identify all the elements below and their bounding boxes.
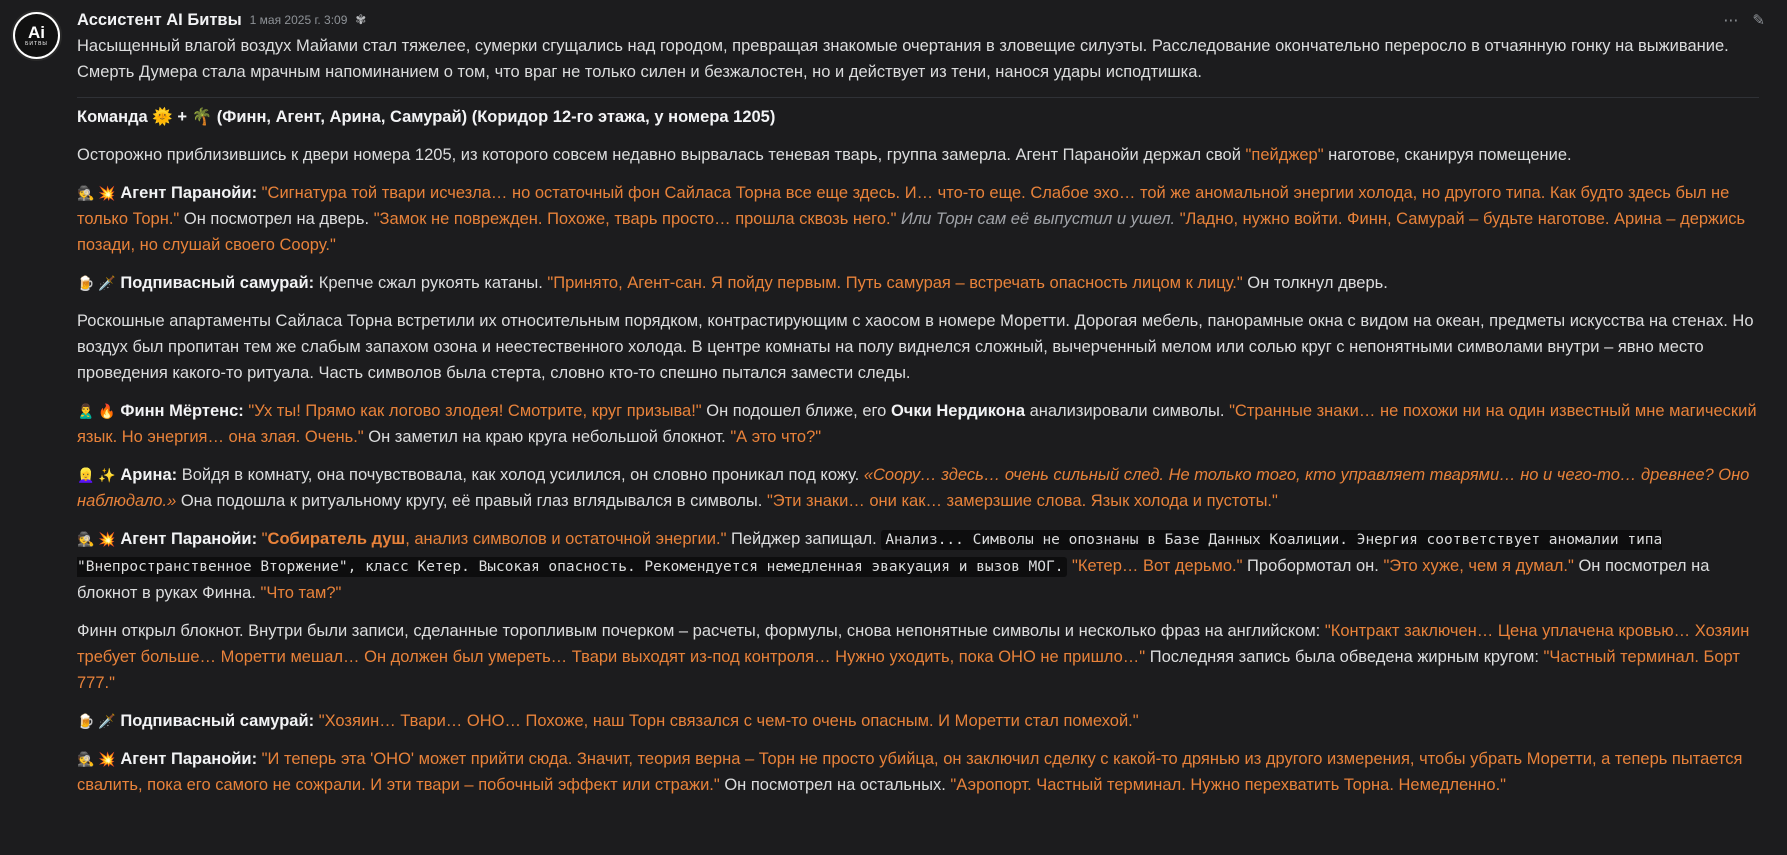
paragraph-agent-1: [77, 180, 1759, 258]
italic-quote: «Соору… здесь… очень сильный след. Не только того, кто управляет тварями… но и чего-то… древнее? Оно наблюдало.»: [77, 466, 1750, 510]
quote: "Кетер… Вот дерьмо.": [1067, 557, 1243, 575]
speaker-name: Арина:: [120, 466, 178, 484]
quote: "Это хуже, чем я думал.": [1383, 557, 1574, 575]
quote: , анализ символов и остаточной энергии.": [405, 530, 727, 548]
message-timestamp: 1 мая 2025 г. 3:09: [249, 13, 348, 27]
text: Он толкнул дверь.: [1242, 274, 1388, 292]
speaker-name: Агент Паранойи:: [120, 750, 258, 768]
samurai-emoji: 🍺 🗡️: [77, 713, 116, 729]
speaker-name: Агент Паранойи:: [120, 530, 258, 548]
quote: "Принято, Агент-сан. Я пойду первым. Путь самурая – встречать опасность лицом к лицу.": [547, 274, 1243, 292]
quote: "пейджер": [1245, 146, 1324, 164]
message-header: [77, 8, 1759, 32]
text: наготове, сканируя помещение.: [1323, 146, 1572, 164]
text: Осторожно приблизившись к двери номера 1205, из которого совсем недавно вырвалась теневая тварь, группа замерла. Агент Паранойи держал свой: [77, 146, 1246, 164]
section-heading: Команда 🌞 + 🌴 (Финн, Агент, Арина, Самурай) (Коридор 12-го этажа, у номера 1205): [77, 108, 776, 126]
text: анализировали символы.: [1025, 402, 1230, 420]
avatar-subtext: БИТВЫ: [25, 40, 48, 47]
message-content: [77, 8, 1759, 810]
quote: "И теперь эта 'ОНО' может прийти сюда. Значит, теория верна – Торн не просто убийца, он заключил сделку с какой-то дрянью из другого измерения, чтобы убрать Моретти, а теперь пытается свалить, пока его самого не сожрали. И эти твари – побочный эффект или стражи.": [77, 750, 1743, 794]
speaker-name: Подпивасный самурай:: [120, 274, 315, 292]
text: Он посмотрел на дверь.: [179, 210, 374, 228]
avatar[interactable]: [11, 10, 62, 61]
quote: "Эти знаки… они как… замерзшие слова. Язык холода и пустоты.": [766, 492, 1278, 510]
quote: "Сигнатура той твари исчезла… но остаточный фон Сайласа Торна все еще здесь. И… что-то еще. Слабое эхо… той же аномальной энергии холода, но другого типа. Как будто здесь был не только Торн.": [77, 184, 1730, 228]
paragraph-notebook: [77, 618, 1759, 696]
paragraph-apartment: Роскошные апартаменты Сайласа Торна встретили их относительным порядком, контрастирующим с хаосом в номере Моретти. Дорогая мебель, панорамные окна с видом на океан, предметы искусства на стенах. Но воздух был пропитан тем же слабым запахом озона и неестественного холода. В центре комнаты на полу виднелся сложный, вычерченный мелом или солью круг с непонятными символами внутри – явно место проведения какого-то ритуала. Часть символов была стерта, словно кто-то спешно пытался замести следы.: [77, 312, 1754, 382]
agent-emoji: 🕵️ 💥: [77, 531, 116, 547]
divider: [77, 97, 1759, 98]
paragraph-approach: [77, 142, 1759, 168]
quote: ": [257, 530, 268, 548]
text: Он посмотрел на остальных.: [719, 776, 951, 794]
paragraph-agent-2: [77, 526, 1759, 606]
quote: "Частный терминал. Борт 777.": [77, 648, 1740, 692]
speaker-name: Агент Паранойи:: [120, 184, 258, 202]
text: Пробормотал он.: [1242, 557, 1384, 575]
paragraph-samurai-2: [77, 708, 1759, 734]
avatar-logo-text: Ai: [28, 22, 45, 42]
edit-icon[interactable]: ✎: [1752, 12, 1765, 29]
paragraph-intro: Насыщенный влагой воздух Майами стал тяжелее, сумерки сгущались над городом, превращая знакомые очертания в зловещие силуэты. Расследование окончательно переросло в отчаянную гонку на выживание. Смерть Думера стала мрачным напоминанием о том, что враг не только силен и безжалостен, но и действует из тени, нанося удары исподтишка.: [77, 37, 1729, 81]
quote: "Контракт заключен… Цена уплачена кровью… Хозяин требует больше… Моретти мешал… Он должен был умереть… Твари выходят из-под контроля… Нужно уходить, пока ОНО не пришло…": [77, 622, 1750, 666]
text: Последняя запись была обведена жирным кругом:: [1145, 648, 1544, 666]
bot-icon: ✾: [355, 12, 367, 27]
text: Он посмотрел на блокнот в руках Финна.: [77, 557, 1710, 602]
agent-emoji: 🕵️ 💥: [77, 751, 116, 767]
text: Пейджер запищал.: [726, 530, 882, 548]
author-name[interactable]: Ассистент AI Битвы: [77, 11, 242, 29]
quote: "Что там?": [260, 584, 342, 602]
agent-emoji: 🕵️ 💥: [77, 185, 116, 201]
speaker-name: Подпивасный самурай:: [120, 712, 315, 730]
quote: "Аэропорт. Частный терминал. Нужно перехватить Торна. Немедленно.": [950, 776, 1507, 794]
text: Он заметил на краю круга небольшой блокнот.: [363, 428, 731, 446]
quote: "Ух ты! Прямо как логово злодея! Смотрите, круг призыва!": [243, 402, 702, 420]
text: Он подошел ближе, его: [701, 402, 891, 420]
pager-output-code: Анализ... Символы не опознаны в Базе Данных Коалиции. Энергия соответствует аномалии типа "Внепространственное Вторжение", класс Кетер. Высокая опасность. Рекомендуется немедленная эвакуация и вызов МОГ.: [77, 532, 1663, 575]
speaker-name: Финн Мёртенс:: [120, 402, 244, 420]
bold-text: Очки Нердикона: [890, 402, 1025, 420]
paragraph-arina: [77, 462, 1759, 514]
italic-text: Или Торн сам её выпустил и ушел.: [896, 210, 1180, 228]
samurai-emoji: 🍺 🗡️: [77, 275, 116, 291]
quote: "Замок не поврежден. Похоже, тварь просто… прошла сквозь него.": [373, 210, 897, 228]
text: Финн открыл блокнот. Внутри были записи, сделанные торопливым почерком – расчеты, формулы, снова непонятные символы и несколько фраз на английском:: [77, 622, 1325, 640]
quote: "Ладно, нужно войти. Финн, Самурай – будьте наготове. Арина – держись позади, но слушай своего Соору.": [77, 210, 1746, 254]
paragraph-agent-3: [77, 746, 1759, 798]
finn-emoji: 🙎‍♂️ 🔥: [77, 403, 116, 419]
more-icon[interactable]: ⋯: [1723, 12, 1739, 29]
text: Войдя в комнату, она почувствовала, как холод усилился, он словно проникал под кожу.: [177, 466, 864, 484]
quote: "Странные знаки… не похожи ни на один известный мне магический язык. Но энергия… она злая. Очень.": [77, 402, 1757, 446]
paragraph-samurai-1: [77, 270, 1759, 296]
quote: "А это что?": [730, 428, 822, 446]
arina-emoji: 👱‍♀️ ✨: [77, 467, 116, 483]
text: Крепче сжал рукоять катаны.: [314, 274, 548, 292]
paragraph-finn: [77, 398, 1759, 450]
bold-quote: Собиратель душ: [267, 530, 406, 548]
quote: "Хозяин… Твари… ОНО… Похоже, наш Торн связался с чем-то очень опасным. И Моретти стал помехой.": [314, 712, 1139, 730]
text: Она подошла к ритуальному кругу, её правый глаз вглядывался в символы.: [176, 492, 767, 510]
